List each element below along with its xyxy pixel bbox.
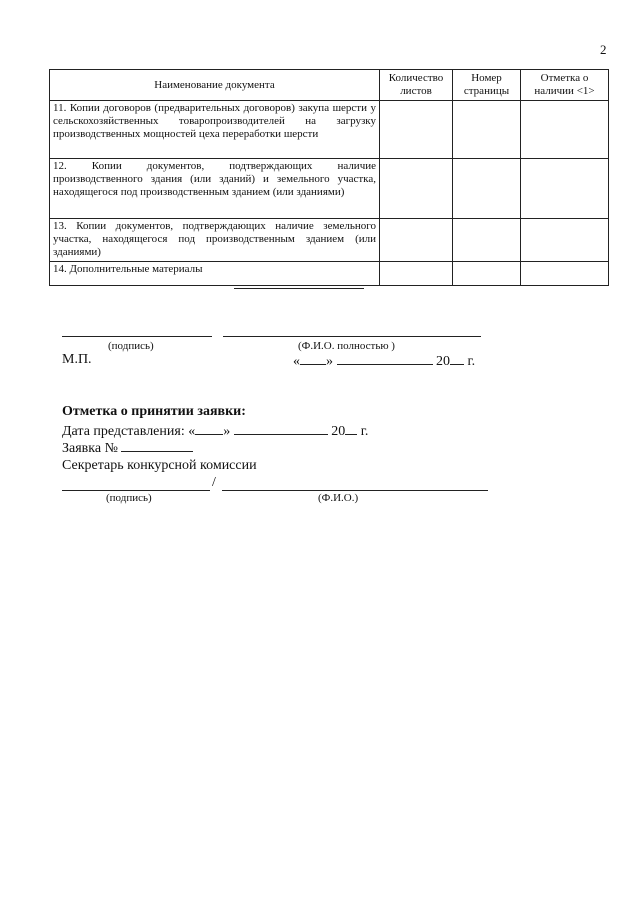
table-row <box>50 262 609 286</box>
row-document-name: 14. Дополнительные материалы <box>50 262 380 286</box>
header-document-name: Наименование документа <box>50 70 380 101</box>
month-blank <box>337 364 433 365</box>
year-blank <box>450 364 464 365</box>
application-number-blank <box>121 451 193 452</box>
header-sheet-count: Количество листов <box>380 70 453 101</box>
stamp-mark: М.П. <box>62 352 92 367</box>
fio-line <box>223 336 481 337</box>
row-presence-mark <box>521 159 609 219</box>
table-header-row <box>50 70 609 101</box>
application-number <box>62 441 193 457</box>
fio-caption: (Ф.И.О. полностью ) <box>298 340 395 352</box>
header-presence-mark: Отметка о наличии <1> <box>521 70 609 101</box>
date-open-quote: « <box>293 354 300 369</box>
secretary-fio-caption: (Ф.И.О.) <box>318 492 359 504</box>
slash-separator: / <box>212 475 216 490</box>
page-number: 2 <box>600 42 607 57</box>
additional-materials-line <box>234 288 364 289</box>
row-presence-mark <box>521 219 609 262</box>
signature-caption: (подпись) <box>108 340 154 352</box>
row-page-number <box>453 219 521 262</box>
documents-table <box>49 69 609 286</box>
day-blank <box>300 364 326 365</box>
table-row <box>50 101 609 159</box>
table-row <box>50 219 609 262</box>
row-sheet-count <box>380 262 453 286</box>
year-suffix: г. <box>360 424 369 439</box>
row-page-number <box>453 101 521 159</box>
header-page-number: Номер страницы <box>453 70 521 101</box>
year-blank <box>345 434 357 435</box>
secretary-signature-line <box>62 490 210 491</box>
day-blank <box>195 434 223 435</box>
date-close-quote: » <box>223 424 231 439</box>
row-presence-mark <box>521 262 609 286</box>
year-prefix: 20 <box>331 424 346 439</box>
acceptance-date-label: Дата представления: « <box>62 424 196 439</box>
date-close-quote: » <box>326 354 333 369</box>
year-suffix: г. <box>467 354 476 369</box>
secretary-fio-line <box>222 490 488 491</box>
row-document-name: 13. Копии документов, подтверждающих наличие земельного участка, находящегося под производственным зданием (или зданиями) <box>50 219 380 262</box>
secretary-label: Секретарь конкурсной комиссии <box>62 458 257 473</box>
acceptance-title: Отметка о принятии заявки: <box>62 404 246 419</box>
row-document-name: 12. Копии документов, подтверждающих наличие производственного здания (или зданий) и земельного участка, находящегося под производственным зданием (или зданиями) <box>50 159 380 219</box>
row-presence-mark <box>521 101 609 159</box>
year-prefix: 20 <box>436 354 450 369</box>
signature-line <box>62 336 212 337</box>
table-row <box>50 159 609 219</box>
acceptance-date <box>62 424 368 440</box>
row-sheet-count <box>380 219 453 262</box>
signature-date <box>293 354 475 370</box>
row-document-name: 11. Копии договоров (предварительных договоров) закупа шерсти у сельскохозяйственных товаропроизводителей на загрузку производственных мощностей цеха переработки шерсти <box>50 101 380 159</box>
application-number-label: Заявка № <box>62 441 118 456</box>
row-sheet-count <box>380 159 453 219</box>
row-page-number <box>453 159 521 219</box>
month-blank <box>234 434 328 435</box>
secretary-signature-caption: (подпись) <box>106 492 152 504</box>
row-page-number <box>453 262 521 286</box>
row-sheet-count <box>380 101 453 159</box>
